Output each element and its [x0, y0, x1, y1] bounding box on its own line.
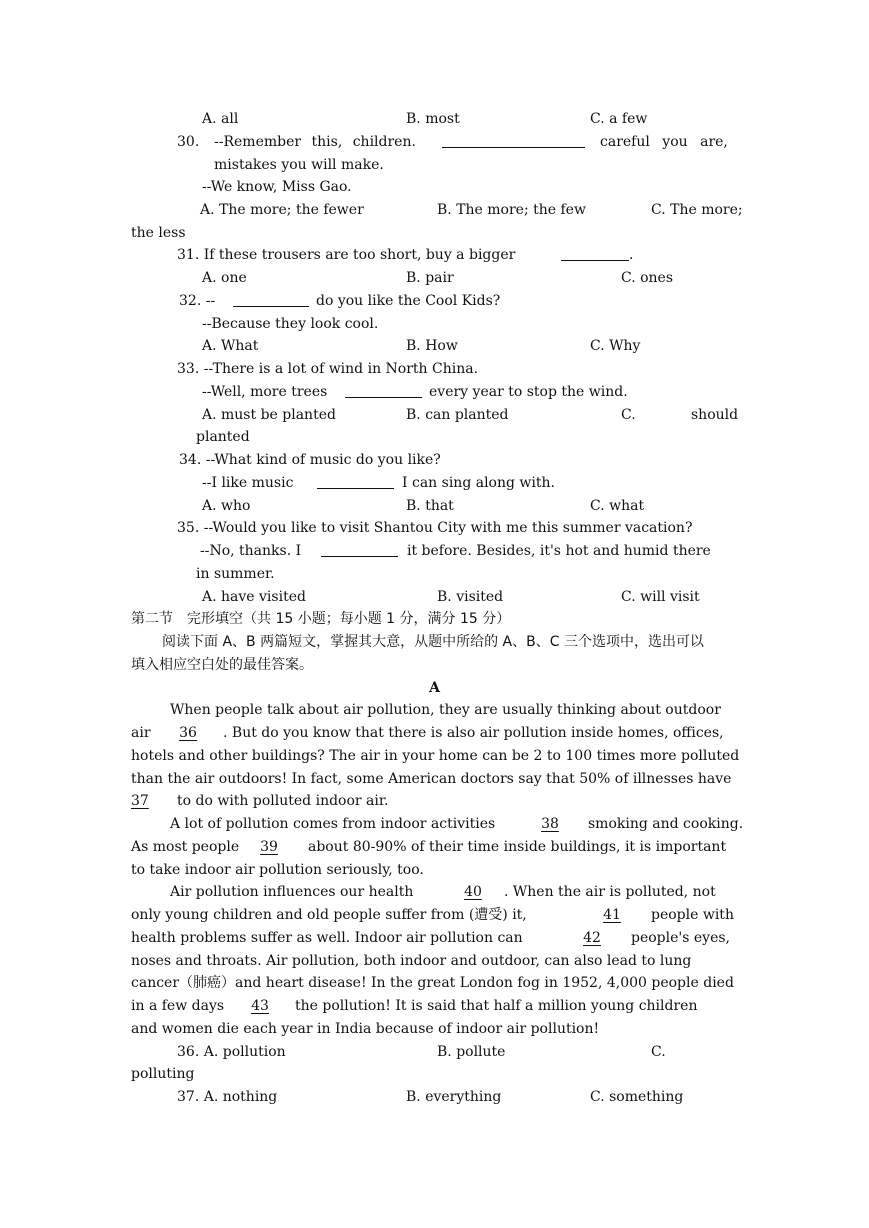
q36-option-b: B. pollute — [437, 1044, 506, 1060]
q32-post: do you like the Cool Kids? — [316, 293, 501, 309]
q34-option-b: B. that — [406, 498, 454, 514]
q35-cont: in summer. — [196, 566, 275, 582]
passage-p2-line3: to take indoor air pollution seriously, too. — [131, 862, 424, 878]
blank-37: 37 — [131, 793, 149, 809]
q36-option-a: 36. A. pollution — [177, 1044, 286, 1060]
q30-blank — [442, 133, 585, 148]
q35-option-a: A. have visited — [202, 589, 306, 605]
q32-option-b: B. How — [406, 338, 458, 354]
q36-option-c-cont: polluting — [131, 1066, 195, 1082]
q33-option-a: A. must be planted — [202, 407, 336, 423]
q35-option-b: B. visited — [437, 589, 504, 605]
passage-p2-line2b: about 80-90% of their time inside buildings, it is important — [308, 839, 727, 855]
q30-line1a: --Remember this, children. — [214, 134, 416, 150]
q33-text: 33. --There is a lot of wind in North China. — [177, 361, 479, 377]
q32-blank — [233, 292, 309, 307]
blank-40: 40 — [464, 884, 482, 900]
passage-p3-line6a: in a few days — [131, 998, 225, 1014]
passage-p1-line3: hotels and other buildings? The air in your home can be 2 to 100 times more polluted — [131, 748, 740, 764]
q35-text: 35. --Would you like to visit Shantou City with me this summer vacation? — [177, 520, 693, 536]
q30-option-a: A. The more; the fewer — [200, 202, 364, 218]
blank-39: 39 — [260, 839, 278, 855]
blank-36: 36 — [179, 725, 197, 741]
passage-p3-line1b: . When the air is polluted, not — [504, 884, 716, 900]
passage-p1-line2b: . But do you know that there is also air pollution inside homes, offices, — [223, 725, 724, 741]
q37-option-a: 37. A. nothing — [177, 1089, 278, 1105]
passage-p2-line1a: A lot of pollution comes from indoor activities — [170, 816, 496, 832]
q32-reply: --Because they look cool. — [202, 316, 379, 332]
q29-option-c: C. a few — [590, 111, 648, 127]
q37-option-c: C. something — [590, 1089, 684, 1105]
q34-post: I can sing along with. — [402, 475, 555, 491]
q30-line2: mistakes you will make. — [214, 157, 384, 173]
q35-pre: --No, thanks. I — [200, 543, 302, 559]
q30-number: 30. — [177, 134, 200, 150]
passage-p3-line3b: people's eyes, — [631, 930, 730, 946]
q30-option-c: C. The more; — [651, 202, 743, 218]
passage-p3-line5: cancer（肺癌）and heart disease! In the great London fog in 1952, 4,000 people died — [131, 975, 734, 991]
blank-42: 42 — [583, 930, 601, 946]
q33-post: every year to stop the wind. — [429, 384, 628, 400]
passage-p1-line2a: air — [131, 725, 151, 741]
q31-end: . — [629, 247, 634, 263]
passage-p3-line3a: health problems suffer as well. Indoor air pollution can — [131, 930, 523, 946]
q35-blank — [321, 542, 398, 557]
q33-blank — [345, 383, 422, 398]
q33-option-b: B. can planted — [406, 407, 509, 423]
q31-option-a: A. one — [202, 270, 247, 286]
q32-option-a: A. What — [202, 338, 259, 354]
passage-p1-line1: When people talk about air pollution, they are usually thinking about outdoor — [170, 702, 721, 718]
passage-p1-line4: than the air outdoors! In fact, some American doctors say that 50% of illnesses have — [131, 771, 732, 787]
passage-p3-line2a: only young children and old people suffer from (遭受) it, — [131, 907, 527, 923]
section-instruction-1: 阅读下面 A、B 两篇短文，掌握其大意，从题中所给的 A、B、C 三个选项中，选出可以 — [162, 634, 704, 650]
q30-line3: --We know, Miss Gao. — [202, 179, 352, 195]
q34-blank — [317, 474, 394, 489]
q30-option-c-cont: the less — [131, 225, 186, 241]
q36-option-c: C. — [651, 1044, 666, 1060]
passage-p3-line6b: the pollution! It is said that half a million young children — [295, 998, 698, 1014]
q34-option-c: C. what — [590, 498, 645, 514]
passage-p3-line4: noses and throats. Air pollution, both indoor and outdoor, can also lead to lung — [131, 953, 692, 969]
passage-p3-line7: and women die each year in India because of indoor air pollution! — [131, 1021, 600, 1037]
q34-pre: --I like music — [202, 475, 294, 491]
q29-option-b: B. most — [406, 111, 460, 127]
q31-blank — [561, 246, 629, 261]
q30-option-b: B. The more; the few — [437, 202, 586, 218]
q33-option-c: C. — [621, 407, 636, 423]
passage-label: A — [429, 680, 440, 696]
q33-option-c2: should — [691, 407, 739, 423]
q37-option-b: B. everything — [406, 1089, 502, 1105]
q35-post: it before. Besides, it's hot and humid there — [407, 543, 711, 559]
section-instruction-2: 填入相应空白处的最佳答案。 — [131, 657, 313, 673]
q30-line1b: careful you are, — [600, 134, 728, 150]
blank-43: 43 — [251, 998, 269, 1014]
blank-38: 38 — [541, 816, 559, 832]
q29-option-a: A. all — [202, 111, 239, 127]
passage-p3-line2b: people with — [651, 907, 734, 923]
q31-option-b: B. pair — [406, 270, 454, 286]
q34-option-a: A. who — [202, 498, 251, 514]
passage-p1-line5: to do with polluted indoor air. — [177, 793, 389, 809]
blank-41: 41 — [603, 907, 621, 923]
passage-p2-line2a: As most people — [131, 839, 240, 855]
q34-text: 34. --What kind of music do you like? — [179, 452, 441, 468]
q31-text: 31. If these trousers are too short, buy a bigger — [177, 247, 516, 263]
q35-option-c: C. will visit — [621, 589, 700, 605]
q32-option-c: C. Why — [590, 338, 641, 354]
section-title: 第二节 完形填空（共 15 小题；每小题 1 分，满分 15 分） — [131, 611, 511, 627]
q33-option-c-cont: planted — [196, 429, 250, 445]
passage-p3-line1a: Air pollution influences our health — [170, 884, 414, 900]
q33-pre: --Well, more trees — [202, 384, 328, 400]
q32-pre: 32. -- — [179, 293, 216, 309]
passage-p2-line1b: smoking and cooking. — [588, 816, 744, 832]
q31-option-c: C. ones — [621, 270, 674, 286]
